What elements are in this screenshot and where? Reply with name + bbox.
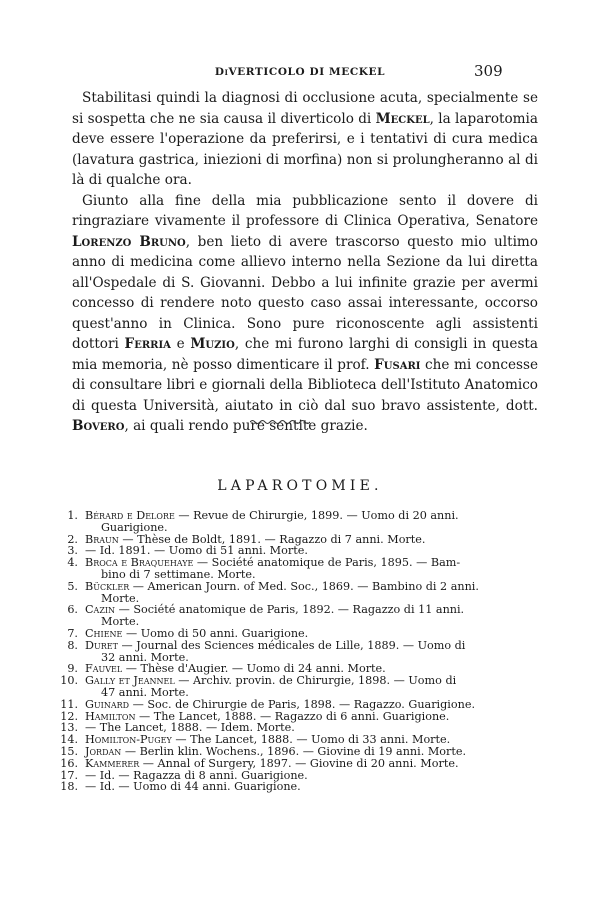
case-author: Fauvel <box>85 662 123 676</box>
case-continuation: Morte. <box>101 591 140 605</box>
section-title: LAPAROTOMIE. <box>217 478 383 494</box>
case-number: 7. <box>67 626 78 640</box>
case-number: 5. <box>67 579 78 593</box>
text-run: e <box>170 336 191 352</box>
case-entry <box>60 581 510 605</box>
page-number: 309 <box>474 62 503 80</box>
case-list <box>60 510 510 793</box>
case-author: Broca e Braquehaye <box>85 556 194 570</box>
case-citation: — Thèse d'Augier. — Uomo di 24 anni. Morte. <box>122 662 386 676</box>
body-text <box>72 88 538 437</box>
case-continuation: 32 anni. Morte. <box>101 650 189 664</box>
paragraph-2 <box>72 191 538 437</box>
case-citation: — Id. 1891. — Uomo di 51 anni. Morte. <box>85 544 308 558</box>
text-run: , la laparotomia deve essere l'operazione da preferirsi, e i tentativi di cura medica (lavatura gastrica, iniezioni di morfina) non si prolungheranno al di là di qualche ora. <box>72 110 538 188</box>
case-number: 11. <box>60 697 78 711</box>
case-author: Gally et Jeannel <box>85 674 175 688</box>
person-name: Lorenzo Bruno <box>72 233 186 250</box>
case-author: Hamilton <box>85 709 136 723</box>
case-citation: — Uomo di 50 anni. Guarigione. <box>122 626 309 640</box>
person-name: Fusari <box>374 356 421 373</box>
case-citation: — Revue de Chirurgie, 1899. — Uomo di 20 anni. <box>174 509 459 522</box>
case-citation: — The Lancet, 1888. — Uomo di 33 anni. Morte. <box>171 733 451 747</box>
wavy-rule-ornament-icon <box>250 418 310 426</box>
case-entry <box>60 675 510 699</box>
case-citation: — Thèse de Boldt, 1891. — Ragazzo di 7 anni. Morte. <box>118 532 426 546</box>
case-author: Braun <box>85 532 119 546</box>
case-number: 13. <box>60 721 78 735</box>
case-continuation: Morte. <box>101 615 140 629</box>
case-entry <box>60 604 510 628</box>
case-number: 8. <box>67 638 78 652</box>
text-run: , che mi furono larghi di consigli in questa mia memoria, nè posso dimenticare il prof. <box>72 336 538 373</box>
running-head: DiVERTICOLO DI MECKEL <box>214 66 386 78</box>
case-citation: — Annal of Surgery, 1897. — Giovine di 20 anni. Morte. <box>139 756 459 770</box>
case-continuation: bino di 7 settimane. Morte. <box>101 567 256 581</box>
case-number: 9. <box>67 662 78 676</box>
case-number: 1. <box>67 509 78 522</box>
text-run: Giunto alla fine della mia pubblicazione sento il dovere di ringraziare vivamente il professore di Clinica Operativa, Senatore <box>72 192 538 229</box>
case-citation: — Société anatomique de Paris, 1895. — Bam- <box>193 556 461 570</box>
case-number: 10. <box>60 674 78 688</box>
case-number: 18. <box>60 780 78 794</box>
case-citation: — Id. — Uomo di 44 anni. Guarigione. <box>85 780 301 794</box>
case-entry <box>60 640 510 664</box>
person-name: Muzio <box>190 336 235 352</box>
case-citation: — Archiv. provin. de Chirurgie, 1898. — Uomo di <box>174 674 457 688</box>
paragraph-1 <box>72 88 538 191</box>
case-author: Bérard e Delore <box>85 509 175 522</box>
person-name: Ferria <box>124 336 171 352</box>
case-entry <box>60 557 510 581</box>
case-citation: — American Journ. of Med. Soc., 1869. — Bambino di 2 anni. <box>129 579 479 593</box>
case-citation: — The Lancet, 1888. — Ragazzo di 6 anni. Guarigione. <box>135 709 450 723</box>
case-number: 14. <box>60 733 78 747</box>
case-author: Duret <box>85 638 118 652</box>
case-entry <box>60 510 510 534</box>
case-number: 16. <box>60 756 78 770</box>
case-citation: — The Lancet, 1888. — Idem. Morte. <box>85 721 295 735</box>
case-author: Cazin <box>85 603 116 617</box>
case-number: 12. <box>60 709 78 723</box>
case-citation: — Société anatomique de Paris, 1892. — Ragazzo di 11 anni. <box>115 603 465 617</box>
case-number: 2. <box>67 532 78 546</box>
case-citation: — Journal des Sciences médicales de Lille, 1889. — Uomo di <box>117 638 466 652</box>
text-run: , ai quali rendo pure sentite grazie. <box>124 418 368 434</box>
person-name: Bovero <box>72 418 125 434</box>
case-author: Chiene <box>85 626 123 640</box>
case-author: Kammerer <box>85 756 140 770</box>
case-number: 15. <box>60 744 78 758</box>
person-name: Meckel <box>375 110 430 127</box>
case-author: Jordan <box>85 744 122 758</box>
case-author: Homilton-Pugey <box>85 733 172 747</box>
case-continuation: 47 anni. Morte. <box>101 685 189 699</box>
case-entry <box>60 781 510 793</box>
case-author: Guinard <box>85 697 130 711</box>
text-run: Stabilitasi quindi la diagnosi di occlusione acuta, specialmente se si sospetta che ne sia causa il diverticolo di <box>72 90 538 127</box>
case-citation: — Id. — Ragazza di 8 anni. Guarigione. <box>85 768 308 782</box>
case-citation: — Soc. de Chirurgie de Paris, 1898. — Ragazzo. Guarigione. <box>129 697 475 711</box>
case-citation: — Berlin klin. Wochens., 1896. — Giovine di 19 anni. Morte. <box>121 744 467 758</box>
case-number: 3. <box>67 544 78 558</box>
case-number: 17. <box>60 768 78 782</box>
case-continuation: Guarigione. <box>101 520 168 534</box>
text-run: che mi concesse di consultare libri e giornali della Biblioteca dell'Istituto Anatomico di questa Università, aiutato in ciò dal suo bravo assistente, dott. <box>72 356 539 414</box>
case-number: 4. <box>67 556 78 570</box>
case-author: Bückler <box>85 579 130 593</box>
text-run: , ben lieto di avere trascorso questo mio ultimo anno di medicina come allievo interno nella Sezione da lui diretta all'Ospedale di S. Giovanni. Debbo a lui infinite grazie per avermi concesso di rendere noto questo caso assai interessante, occorso quest'anno in Clinica. Sono pure riconoscente agli assistenti dottori <box>72 233 538 352</box>
case-number: 6. <box>67 603 78 617</box>
